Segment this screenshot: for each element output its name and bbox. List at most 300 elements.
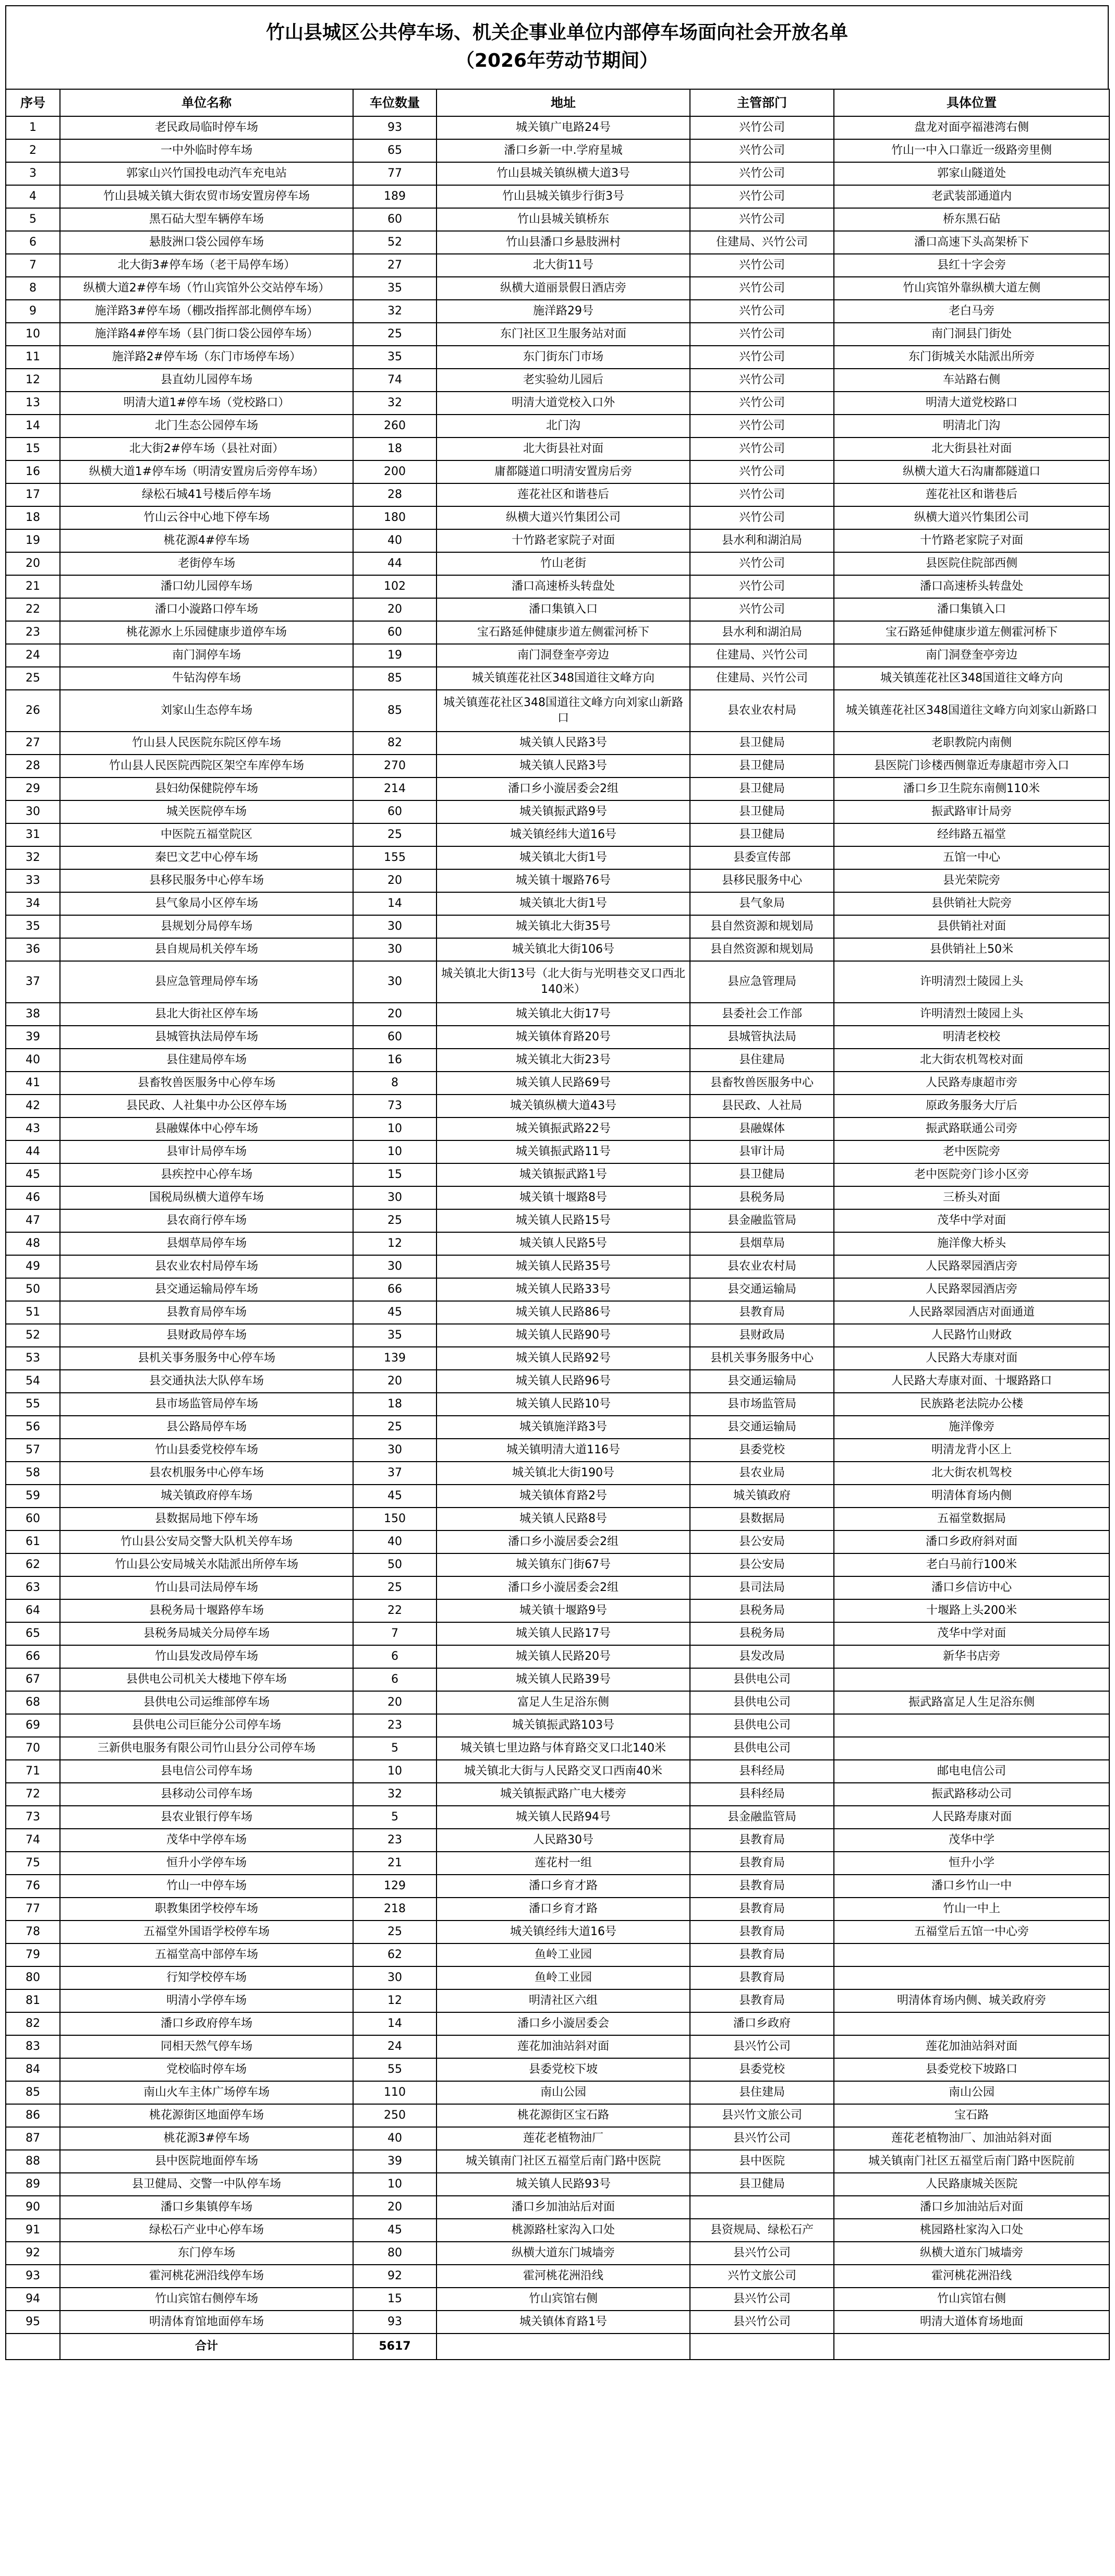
space-count-cell: 6 [353,1645,437,1668]
table-row [6,1576,1109,1599]
table-row [6,1898,1109,1921]
space-count-cell: 73 [353,1095,437,1117]
table-row [6,1163,1109,1186]
unit-name-cell: 绿松石城41号楼后停车场 [60,483,353,506]
space-count-cell: 14 [353,2012,437,2035]
unit-name-cell: 竹山县司法局停车场 [60,1576,353,1599]
space-count-cell: 16 [353,1049,437,1072]
address-cell: 城关镇人民路39号 [437,1668,690,1691]
department-cell: 县供电公司 [690,1668,834,1691]
location-cell: 县光荣院旁 [834,869,1109,892]
space-count-cell: 74 [353,369,437,392]
space-count-cell: 10 [353,1140,437,1163]
title-block [5,5,1109,89]
department-cell: 县供电公司 [690,1691,834,1714]
serial-cell: 3 [6,162,60,185]
department-cell: 县水利和湖泊局 [690,529,834,552]
serial-cell: 17 [6,483,60,506]
address-cell: 宝石路延伸健康步道左侧霍河桥下 [437,621,690,644]
department-cell: 兴竹公司 [690,575,834,598]
table-row [6,1829,1109,1852]
address-cell: 潘口乡小漩居委会2组 [437,777,690,800]
table-row [6,1255,1109,1278]
table-row [6,2219,1109,2242]
department-cell: 县委党校 [690,1439,834,1462]
location-cell: 十竹路老家院子对面 [834,529,1109,552]
address-cell: 北大街县社对面 [437,438,690,460]
address-cell: 城关镇广电路24号 [437,116,690,139]
unit-name-cell: 施洋路3#停车场（棚改指挥部北侧停车场） [60,300,353,323]
table-row [6,1668,1109,1691]
address-cell: 城关镇人民路3号 [437,732,690,755]
table-row [6,1072,1109,1095]
unit-name-cell: 北大街2#停车场（县社对面） [60,438,353,460]
department-cell: 县融媒体 [690,1117,834,1140]
serial-cell: 27 [6,732,60,755]
department-cell: 县委党校 [690,2058,834,2081]
serial-cell: 85 [6,2081,60,2104]
location-cell: 人民路寿康超市旁 [834,1072,1109,1095]
unit-name-cell: 桃花源水上乐园健康步道停车场 [60,621,353,644]
address-cell: 潘口乡育才路 [437,1898,690,1921]
address-cell: 南门洞登奎亭旁边 [437,644,690,667]
location-cell: 茂华中学 [834,1829,1109,1852]
location-cell: 县供销社大院旁 [834,892,1109,915]
space-count-cell: 45 [353,1301,437,1324]
serial-cell: 15 [6,438,60,460]
location-cell: 县红十字会旁 [834,254,1109,277]
address-cell: 莲花加油站斜对面 [437,2035,690,2058]
department-cell: 县应急管理局 [690,961,834,1003]
table-row [6,460,1109,483]
unit-name-cell: 县规划分局停车场 [60,915,353,938]
address-cell: 城关镇人民路10号 [437,1393,690,1416]
location-cell: 老白马旁 [834,300,1109,323]
address-cell: 城关镇振武路11号 [437,1140,690,1163]
address-cell: 城关镇人民路69号 [437,1072,690,1095]
address-cell: 城关镇体育路1号 [437,2311,690,2334]
department-cell: 兴竹公司 [690,598,834,621]
address-cell: 城关镇人民路17号 [437,1622,690,1645]
unit-name-cell: 县供电公司机关大楼地下停车场 [60,1668,353,1691]
space-count-cell: 10 [353,1760,437,1783]
unit-name-cell: 县农业银行停车场 [60,1806,353,1829]
serial-cell: 49 [6,1255,60,1278]
location-cell: 新华书店旁 [834,1645,1109,1668]
location-cell: 竹山一中入口靠近一级路旁里侧 [834,139,1109,162]
location-cell: 原政务服务大厅后 [834,1095,1109,1117]
address-cell: 城关镇人民路96号 [437,1370,690,1393]
space-count-cell: 19 [353,644,437,667]
location-cell: 三桥头对面 [834,1186,1109,1209]
location-cell: 明清大道党校路口 [834,392,1109,415]
location-cell: 老武装部通道内 [834,185,1109,208]
address-cell: 城关镇施洋路3号 [437,1416,690,1439]
unit-name-cell: 五福堂外国语学校停车场 [60,1921,353,1943]
unit-name-cell: 职教集团学校停车场 [60,1898,353,1921]
serial-cell: 63 [6,1576,60,1599]
serial-cell: 11 [6,346,60,369]
location-cell: 城关镇南门社区五福堂后南门路中医院前 [834,2150,1109,2173]
location-cell: 老中医院旁 [834,1140,1109,1163]
serial-cell: 32 [6,846,60,869]
table-row [6,2288,1109,2311]
unit-name-cell: 黑石砧大型车辆停车场 [60,208,353,231]
department-cell: 县教育局 [690,1943,834,1966]
address-cell: 南山公园 [437,2081,690,2104]
address-cell: 城关镇北大街1号 [437,846,690,869]
space-count-cell: 93 [353,116,437,139]
address-cell: 竹山宾馆右侧 [437,2288,690,2311]
space-count-cell: 5 [353,1806,437,1829]
location-cell: 东门街城关水陆派出所旁 [834,346,1109,369]
serial-cell: 52 [6,1324,60,1347]
location-cell: 经纬路五福堂 [834,823,1109,846]
table-row [6,323,1109,346]
serial-cell: 21 [6,575,60,598]
department-cell: 兴竹公司 [690,346,834,369]
address-cell: 北大街11号 [437,254,690,277]
department-cell: 县财政局 [690,1324,834,1347]
location-cell: 邮电电信公司 [834,1760,1109,1783]
serial-cell: 95 [6,2311,60,2334]
space-count-cell: 7 [353,1622,437,1645]
table-row [6,777,1109,800]
header-unit-name: 单位名称 [60,89,353,116]
location-cell: 车站路右侧 [834,369,1109,392]
address-cell: 东门社区卫生服务站对面 [437,323,690,346]
serial-cell: 71 [6,1760,60,1783]
space-count-cell: 12 [353,1989,437,2012]
table-row [6,277,1109,300]
department-cell: 县兴竹公司 [690,2127,834,2150]
serial-cell: 47 [6,1209,60,1232]
space-count-cell: 110 [353,2081,437,2104]
space-count-cell: 250 [353,2104,437,2127]
department-cell: 县交通运输局 [690,1416,834,1439]
space-count-cell: 25 [353,1576,437,1599]
location-cell: 县医院门诊楼西侧靠近寿康超市旁入口 [834,755,1109,777]
location-cell: 潘口乡竹山一中 [834,1875,1109,1898]
space-count-cell: 20 [353,598,437,621]
table-row [6,415,1109,438]
unit-name-cell: 竹山县发改局停车场 [60,1645,353,1668]
location-cell: 明清北门沟 [834,415,1109,438]
unit-name-cell: 牛钻沟停车场 [60,667,353,690]
address-cell: 纵横大道东门城墙旁 [437,2242,690,2265]
space-count-cell: 82 [353,732,437,755]
space-count-cell: 270 [353,755,437,777]
space-count-cell: 60 [353,621,437,644]
unit-name-cell: 明清小学停车场 [60,1989,353,2012]
department-cell: 县教育局 [690,1898,834,1921]
table-row [6,1232,1109,1255]
total-serial-cell [6,2334,60,2360]
unit-name-cell: 老街停车场 [60,552,353,575]
department-cell: 兴竹公司 [690,208,834,231]
serial-cell: 65 [6,1622,60,1645]
unit-name-cell: 县农商行停车场 [60,1209,353,1232]
location-cell: 许明清烈士陵园上头 [834,961,1109,1003]
department-cell: 县供电公司 [690,1737,834,1760]
space-count-cell: 37 [353,1462,437,1485]
serial-cell: 80 [6,1966,60,1989]
address-cell: 潘口高速桥头转盘处 [437,575,690,598]
department-cell: 县卫健局 [690,2173,834,2196]
space-count-cell: 35 [353,346,437,369]
department-cell: 县科经局 [690,1783,834,1806]
unit-name-cell: 老民政局临时停车场 [60,116,353,139]
unit-name-cell: 绿松石产业中心停车场 [60,2219,353,2242]
address-cell: 霍河桃花洲沿线 [437,2265,690,2288]
unit-name-cell: 竹山宾馆右侧停车场 [60,2288,353,2311]
unit-name-cell: 党校临时停车场 [60,2058,353,2081]
space-count-cell: 77 [353,162,437,185]
serial-cell: 82 [6,2012,60,2035]
space-count-cell: 155 [353,846,437,869]
table-row [6,1347,1109,1370]
address-cell: 城关镇北大街190号 [437,1462,690,1485]
space-count-cell: 10 [353,1117,437,1140]
unit-name-cell: 县税务局十堰路停车场 [60,1599,353,1622]
location-cell: 县委党校下坡路口 [834,2058,1109,2081]
unit-name-cell: 竹山县公安局城关水陆派出所停车场 [60,1553,353,1576]
table-row [6,732,1109,755]
unit-name-cell: 霍河桃花洲沿线停车场 [60,2265,353,2288]
serial-cell: 40 [6,1049,60,1072]
serial-cell: 72 [6,1783,60,1806]
serial-cell: 73 [6,1806,60,1829]
table-row [6,1530,1109,1553]
serial-cell: 6 [6,231,60,254]
address-cell: 城关镇人民路15号 [437,1209,690,1232]
table-row [6,2127,1109,2150]
address-cell: 潘口集镇入口 [437,598,690,621]
serial-cell: 41 [6,1072,60,1095]
space-count-cell: 27 [353,254,437,277]
serial-cell: 79 [6,1943,60,1966]
department-cell: 县农业局 [690,1462,834,1485]
department-cell: 县金融监管局 [690,1209,834,1232]
address-cell: 城关镇人民路3号 [437,755,690,777]
department-cell: 县教育局 [690,1852,834,1875]
location-cell: 振武路审计局旁 [834,800,1109,823]
space-count-cell: 30 [353,961,437,1003]
department-cell: 县卫健局 [690,732,834,755]
table-header-row [6,89,1109,116]
space-count-cell: 30 [353,1966,437,1989]
location-cell: 盘龙对面亭福港湾右侧 [834,116,1109,139]
department-cell: 县发改局 [690,1645,834,1668]
serial-cell: 36 [6,938,60,961]
department-cell: 县供电公司 [690,1714,834,1737]
table-row [6,2311,1109,2334]
address-cell: 潘口乡育才路 [437,1875,690,1898]
address-cell: 竹山县城关镇纵横大道3号 [437,162,690,185]
location-cell: 城关镇莲花社区348国道往文峰方向刘家山新路口 [834,690,1109,732]
space-count-cell: 30 [353,1186,437,1209]
table-row [6,823,1109,846]
department-cell: 县公安局 [690,1530,834,1553]
unit-name-cell: 南山火车主体广场停车场 [60,2081,353,2104]
address-cell: 鱼岭工业园 [437,1943,690,1966]
unit-name-cell: 县畜牧兽医服务中心停车场 [60,1072,353,1095]
location-cell [834,1668,1109,1691]
serial-cell: 55 [6,1393,60,1416]
unit-name-cell: 潘口乡政府停车场 [60,2012,353,2035]
unit-name-cell: 县市场监管局停车场 [60,1393,353,1416]
serial-cell: 1 [6,116,60,139]
table-row [6,755,1109,777]
location-cell [834,1737,1109,1760]
location-cell: 振武路富足人生足浴东侧 [834,1691,1109,1714]
department-cell: 兴竹公司 [690,415,834,438]
serial-cell: 44 [6,1140,60,1163]
address-cell: 城关镇人民路20号 [437,1645,690,1668]
space-count-cell: 25 [353,1416,437,1439]
address-cell: 城关镇十堰路9号 [437,1599,690,1622]
address-cell: 东门街东门市场 [437,346,690,369]
table-row [6,2242,1109,2265]
serial-cell: 51 [6,1301,60,1324]
department-cell: 县卫健局 [690,800,834,823]
table-row [6,346,1109,369]
unit-name-cell: 县疾控中心停车场 [60,1163,353,1186]
address-cell: 城关镇人民路5号 [437,1232,690,1255]
department-cell: 住建局、兴竹公司 [690,667,834,690]
serial-cell: 54 [6,1370,60,1393]
table-row [6,667,1109,690]
unit-name-cell: 县移动公司停车场 [60,1783,353,1806]
address-cell: 城关镇人民路8号 [437,1508,690,1530]
serial-cell: 89 [6,2173,60,2196]
space-count-cell: 80 [353,2242,437,2265]
department-cell: 县交通运输局 [690,1370,834,1393]
table-row [6,846,1109,869]
department-cell: 县自然资源和规划局 [690,938,834,961]
space-count-cell: 44 [353,552,437,575]
department-cell: 兴竹公司 [690,139,834,162]
department-cell: 兴竹公司 [690,254,834,277]
location-cell: 莲花加油站斜对面 [834,2035,1109,2058]
department-cell: 县教育局 [690,1921,834,1943]
address-cell: 城关镇振武路22号 [437,1117,690,1140]
address-cell: 城关镇人民路93号 [437,2173,690,2196]
location-cell: 五福堂数据局 [834,1508,1109,1530]
serial-cell: 46 [6,1186,60,1209]
department-cell: 县教育局 [690,1989,834,2012]
unit-name-cell: 中医院五福堂院区 [60,823,353,846]
serial-cell: 57 [6,1439,60,1462]
space-count-cell: 18 [353,1393,437,1416]
table-row [6,1462,1109,1485]
table-row [6,1049,1109,1072]
address-cell: 十竹路老家院子对面 [437,529,690,552]
table-row [6,231,1109,254]
location-cell: 十堰路上头200米 [834,1599,1109,1622]
department-cell: 县农业农村局 [690,690,834,732]
table-row [6,2173,1109,2196]
location-cell: 竹山宾馆外靠纵横大道左侧 [834,277,1109,300]
department-cell: 兴竹公司 [690,369,834,392]
total-empty-cell [690,2334,834,2360]
location-cell: 明清体育场内侧、城关政府旁 [834,1989,1109,2012]
address-cell: 城关镇人民路92号 [437,1347,690,1370]
department-cell: 县民政、人社局 [690,1095,834,1117]
table-row [6,2104,1109,2127]
space-count-cell: 35 [353,277,437,300]
table-row [6,1737,1109,1760]
header-space-count: 车位数量 [353,89,437,116]
space-count-cell: 20 [353,869,437,892]
department-cell: 县科经局 [690,1760,834,1783]
address-cell: 城关镇七里边路与体育路交叉口北140米 [437,1737,690,1760]
department-cell: 县烟草局 [690,1232,834,1255]
unit-name-cell: 县北大街社区停车场 [60,1003,353,1026]
address-cell: 城关镇人民路94号 [437,1806,690,1829]
address-cell: 桃源路杜家沟入口处 [437,2219,690,2242]
location-cell: 人民路翠园酒店旁 [834,1255,1109,1278]
serial-cell: 67 [6,1668,60,1691]
table-row [6,1003,1109,1026]
address-cell: 老实验幼儿园后 [437,369,690,392]
address-cell: 城关镇十堰路76号 [437,869,690,892]
serial-cell: 88 [6,2150,60,2173]
space-count-cell: 150 [353,1508,437,1530]
space-count-cell: 180 [353,506,437,529]
serial-cell: 5 [6,208,60,231]
unit-name-cell: 纵横大道1#停车场（明清安置房后旁停车场） [60,460,353,483]
department-cell: 兴竹公司 [690,392,834,415]
unit-name-cell: 县卫健局、交警一中队停车场 [60,2173,353,2196]
serial-cell: 56 [6,1416,60,1439]
location-cell [834,2012,1109,2035]
table-row [6,892,1109,915]
address-cell: 城关镇振武路广电大楼旁 [437,1783,690,1806]
table-row [6,1324,1109,1347]
header-serial: 序号 [6,89,60,116]
department-cell: 兴竹公司 [690,162,834,185]
serial-cell: 20 [6,552,60,575]
serial-cell: 77 [6,1898,60,1921]
location-cell: 明清龙背小区上 [834,1439,1109,1462]
location-cell: 南山公园 [834,2081,1109,2104]
space-count-cell: 20 [353,1370,437,1393]
address-cell: 县委党校下坡 [437,2058,690,2081]
table-row [6,185,1109,208]
unit-name-cell: 县直幼儿园停车场 [60,369,353,392]
department-cell: 县委社会工作部 [690,1003,834,1026]
table-row [6,438,1109,460]
unit-name-cell: 施洋路4#停车场（县门街口袋公园停车场） [60,323,353,346]
unit-name-cell: 竹山一中停车场 [60,1875,353,1898]
location-cell: 恒升小学 [834,1852,1109,1875]
department-cell: 兴竹公司 [690,300,834,323]
header-department: 主管部门 [690,89,834,116]
space-count-cell: 60 [353,208,437,231]
serial-cell: 18 [6,506,60,529]
department-cell: 县公安局 [690,1553,834,1576]
table-row [6,1760,1109,1783]
parking-lot-table [5,89,1110,2360]
address-cell: 城关镇人民路33号 [437,1278,690,1301]
table-row [6,2081,1109,2104]
address-cell: 城关镇人民路86号 [437,1301,690,1324]
space-count-cell: 189 [353,185,437,208]
table-row [6,162,1109,185]
space-count-cell: 32 [353,1783,437,1806]
space-count-cell: 30 [353,915,437,938]
